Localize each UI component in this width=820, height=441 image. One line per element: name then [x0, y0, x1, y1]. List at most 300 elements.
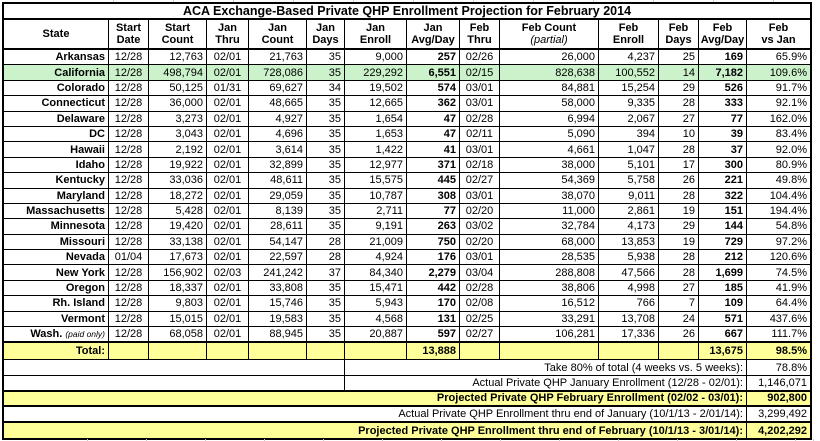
jan_avg-cell: 597 [407, 327, 460, 341]
footer-row-1 [4, 360, 810, 376]
start_count-cell: 50,125 [149, 81, 207, 95]
jan_enroll-cell: 20,887 [345, 327, 407, 341]
jan_avg-cell: 131 [407, 312, 460, 326]
feb_thru-cell: 03/01 [460, 96, 500, 110]
state-name: New York [55, 266, 105, 279]
feb_enroll-cell: 13,708 [599, 312, 659, 326]
feb_vs_jan-cell: 162.0% [769, 112, 807, 125]
start_count-cell: 36,000 [149, 96, 207, 110]
feb_avg-cell: 667 [699, 327, 747, 341]
feb_count-cell: 58,000 [500, 96, 599, 110]
footer-empty-cell [4, 376, 345, 390]
total-jan_enroll-cell [345, 343, 407, 359]
jan_enroll-cell: 9,000 [345, 50, 407, 64]
jan_days-cell: 34 [307, 81, 345, 95]
jan_days-cell: 35 [307, 127, 345, 141]
title-row [4, 4, 810, 20]
jan_days-cell: 35 [307, 65, 345, 79]
feb_count-cell: 6,994 [500, 112, 599, 126]
jan_thru-cell: 02/01 [207, 142, 249, 156]
jan_count-cell: 33,808 [249, 281, 307, 295]
total-jan_thru-cell [207, 343, 249, 359]
jan_thru-cell: 02/01 [207, 235, 249, 249]
start_date-cell: 12/28 [109, 112, 149, 126]
feb_count-cell: 288,808 [500, 265, 599, 279]
feb_thru-cell: 02/28 [460, 281, 500, 295]
state-name: Colorado [56, 81, 105, 94]
jan_enroll-cell: 1,654 [345, 112, 407, 126]
total-feb_enroll-cell [599, 343, 659, 359]
start_count-cell: 33,036 [149, 173, 207, 187]
jan_count-cell: 15,746 [249, 296, 307, 310]
footer-empty-cell [4, 360, 345, 375]
jan_days-cell: 28 [307, 235, 345, 249]
row-rh-island [4, 296, 810, 311]
feb_thru-cell: 02/27 [460, 327, 500, 341]
start_count-cell: 19,420 [149, 219, 207, 233]
start_count-cell: 18,272 [149, 189, 207, 203]
jan_thru-cell: 02/01 [207, 204, 249, 218]
column-header-feb_thru-line1: Feb [469, 21, 490, 34]
feb_enroll-cell: 1,047 [599, 142, 659, 156]
column-header-feb_thru [460, 20, 500, 48]
jan_thru-cell: 02/01 [207, 296, 249, 310]
state-name: Arkansas [55, 51, 105, 64]
jan_enroll-cell: 2,711 [345, 204, 407, 218]
column-header-jan_days-line2: Days [312, 34, 339, 46]
state-cell [4, 250, 109, 264]
jan_enroll-cell: 1,422 [345, 142, 407, 156]
total-jan_avg-cell: 13,888 [407, 343, 460, 359]
jan_count-cell: 29,059 [249, 189, 307, 203]
start_date-cell: 01/04 [109, 250, 149, 264]
column-header-feb_count-line2: (partial) [530, 34, 568, 46]
start_date-cell: 12/28 [109, 189, 149, 203]
state-name: Delaware [56, 112, 105, 125]
jan_count-cell: 3,614 [249, 142, 307, 156]
column-header-feb_avg-line2: Avg/Day [700, 34, 745, 46]
start_count-cell: 18,337 [149, 281, 207, 295]
feb_vs_jan-cell: 109.6% [769, 66, 807, 79]
state-cell [4, 127, 109, 141]
start_count-cell: 3,273 [149, 112, 207, 126]
feb_thru-cell: 02/15 [460, 65, 500, 79]
feb_count-cell: 38,070 [500, 189, 599, 203]
jan_thru-cell: 02/01 [207, 250, 249, 264]
feb_avg-cell: 729 [699, 235, 747, 249]
column-header-jan_avg [407, 20, 460, 48]
feb_avg-cell: 212 [699, 250, 747, 264]
start_date-cell: 12/28 [109, 312, 149, 326]
total-row [4, 343, 810, 360]
feb_thru-cell: 02/20 [460, 235, 500, 249]
jan_enroll-cell: 84,340 [345, 265, 407, 279]
feb_count-cell: 28,535 [500, 250, 599, 264]
state-name: Missouri [59, 235, 105, 248]
jan_enroll-cell: 12,665 [345, 96, 407, 110]
start_date-cell: 12/28 [109, 219, 149, 233]
state-name: Wash. [30, 328, 63, 341]
jan_days-cell: 35 [307, 204, 345, 218]
column-header-feb_thru-line2: Thru [467, 34, 492, 46]
gridline-stub [593, 0, 594, 2]
feb_avg-cell: 151 [699, 204, 747, 218]
state-cell [4, 327, 109, 341]
jan_avg-cell: 77 [407, 204, 460, 218]
feb_enroll-cell: 9,335 [599, 96, 659, 110]
feb_days-cell: 28 [659, 189, 699, 203]
feb_count-cell: 38,000 [500, 158, 599, 172]
jan_count-cell: 728,086 [249, 65, 307, 79]
jan_avg-cell: 445 [407, 173, 460, 187]
jan_enroll-cell: 15,575 [345, 173, 407, 187]
jan_days-cell: 35 [307, 281, 345, 295]
jan_count-cell: 4,696 [249, 127, 307, 141]
jan_avg-cell: 574 [407, 81, 460, 95]
row-hawaii [4, 142, 810, 157]
column-header-jan_days-line1: Jan [316, 21, 335, 34]
state-cell [4, 142, 109, 156]
column-header-jan_thru [207, 20, 249, 48]
column-header-jan_count [249, 20, 307, 48]
total-jan_count-cell [249, 343, 307, 359]
jan_count-cell: 54,147 [249, 235, 307, 249]
total-feb_thru-cell [460, 343, 500, 359]
jan_thru-cell: 02/01 [207, 312, 249, 326]
feb_days-cell: 10 [659, 127, 699, 141]
jan_enroll-cell: 21,009 [345, 235, 407, 249]
feb_vs_jan-cell: 83.4% [775, 128, 807, 141]
jan_days-cell: 35 [307, 189, 345, 203]
footer-row-3 [4, 392, 810, 408]
jan_count-cell: 19,583 [249, 312, 307, 326]
enrollment-table [2, 2, 812, 440]
feb_enroll-cell: 4,998 [599, 281, 659, 295]
state-name: Hawaii [70, 143, 105, 156]
jan_thru-cell: 02/01 [207, 219, 249, 233]
jan_count-cell: 22,597 [249, 250, 307, 264]
state-name: Massachusetts [26, 205, 105, 218]
feb_avg-cell: 322 [699, 189, 747, 203]
feb_thru-cell: 03/02 [460, 219, 500, 233]
jan_enroll-cell: 10,787 [345, 189, 407, 203]
column-header-jan_avg-line1: Jan [423, 21, 443, 34]
feb_enroll-cell: 13,853 [599, 235, 659, 249]
total-state-cell: Total: [4, 343, 109, 359]
feb_thru-cell: 03/01 [460, 250, 500, 264]
jan_days-cell: 35 [307, 158, 345, 172]
state-name: Nevada [65, 251, 105, 264]
jan_avg-cell: 362 [407, 96, 460, 110]
jan_enroll-cell: 9,191 [345, 219, 407, 233]
jan_avg-cell: 41 [407, 142, 460, 156]
state-cell [4, 173, 109, 187]
jan_avg-cell: 6,551 [407, 65, 460, 79]
state-cell [4, 158, 109, 172]
column-header-feb_enroll [599, 20, 659, 48]
state-name: Maryland [56, 189, 105, 202]
jan_avg-cell: 47 [407, 112, 460, 126]
gridline-stub [533, 0, 534, 2]
jan_avg-cell: 371 [407, 158, 460, 172]
row-delaware [4, 112, 810, 127]
feb_count-cell: 5,090 [500, 127, 599, 141]
row-colorado [4, 81, 810, 96]
state-cell [4, 50, 109, 64]
feb_avg-cell: 1,699 [699, 265, 747, 279]
jan_thru-cell: 02/01 [207, 96, 249, 110]
state-cell [4, 235, 109, 249]
feb_avg-cell: 7,182 [699, 65, 747, 79]
start_count-cell: 12,763 [149, 50, 207, 64]
jan_thru-cell: 02/01 [207, 173, 249, 187]
start_date-cell: 12/28 [109, 50, 149, 64]
feb_count-cell: 54,369 [500, 173, 599, 187]
start_date-cell: 12/28 [109, 173, 149, 187]
column-header-feb_enroll-line1: Feb [618, 21, 639, 34]
column-header-feb_enroll-line2: Enroll [612, 34, 645, 46]
row-massachusetts [4, 204, 810, 219]
column-header-start_count-line2: Count [161, 34, 194, 46]
feb_days-cell: 25 [659, 50, 699, 64]
jan_count-cell: 241,242 [249, 265, 307, 279]
feb_days-cell: 27 [659, 112, 699, 126]
start_date-cell: 12/28 [109, 142, 149, 156]
feb_days-cell: 19 [659, 204, 699, 218]
column-header-state [4, 20, 109, 48]
feb_enroll-cell: 4,237 [599, 50, 659, 64]
feb_avg-cell: 169 [699, 50, 747, 64]
feb_vs_jan-cell: 54.8% [775, 220, 807, 233]
column-header-start_date [109, 20, 149, 48]
feb_days-cell: 28 [659, 265, 699, 279]
jan_enroll-cell: 1,653 [345, 127, 407, 141]
state-name: Kentucky [55, 174, 105, 187]
feb_days-cell: 28 [659, 142, 699, 156]
state-note: (paid only) [65, 329, 105, 340]
jan_count-cell: 48,665 [249, 96, 307, 110]
state-cell [4, 112, 109, 126]
feb_days-cell: 29 [659, 81, 699, 95]
footer-row-2 [4, 376, 810, 392]
footer-label: Projected Private QHP February Enrollment (02/02 - 03/01): [4, 392, 747, 406]
state-cell [4, 265, 109, 279]
total-feb_avg-cell: 13,675 [699, 343, 747, 359]
feb_days-cell: 29 [659, 219, 699, 233]
column-header-feb_days-line1: Feb [668, 21, 689, 34]
column-header-feb_days-line2: Days [665, 34, 692, 46]
state-name: DC [89, 128, 105, 141]
gridline-stub [293, 0, 294, 2]
footer-label: Projected Private QHP Enrollment thru end of February (10/1/13 - 3/01/14): [4, 423, 747, 439]
column-header-jan_count-line2: Count [261, 34, 294, 46]
feb_count-cell: 16,512 [500, 296, 599, 310]
column-header-feb_days [659, 20, 699, 48]
state-name: Rh. Island [52, 297, 105, 310]
column-header-start_count [149, 20, 207, 48]
row-new-york [4, 265, 810, 280]
column-header-jan_thru-line2: Thru [215, 34, 240, 46]
footer-label: Take 80% of total (4 weeks vs. 5 weeks): [345, 360, 747, 375]
jan_count-cell: 32,899 [249, 158, 307, 172]
footer-value: 3,299,492 [758, 408, 807, 420]
jan_avg-cell: 176 [407, 250, 460, 264]
jan_avg-cell: 170 [407, 296, 460, 310]
gridline-stub [773, 0, 774, 2]
feb_thru-cell: 02/26 [460, 50, 500, 64]
footer-value: 4,202,292 [758, 424, 807, 437]
column-header-jan_enroll [345, 20, 407, 48]
feb_days-cell: 26 [659, 173, 699, 187]
column-header-jan_avg-line2: Avg/Day [411, 34, 455, 46]
start_date-cell: 12/28 [109, 296, 149, 310]
feb_thru-cell: 02/25 [460, 312, 500, 326]
column-header-feb_count [500, 20, 599, 48]
gridline-stub [413, 0, 414, 2]
total-jan_days-cell [307, 343, 345, 359]
column-header-feb_avg [699, 20, 747, 48]
jan_days-cell: 37 [307, 265, 345, 279]
column-header-feb_avg-line1: Feb [712, 21, 733, 34]
jan_days-cell: 35 [307, 50, 345, 64]
jan_days-cell: 28 [307, 250, 345, 264]
start_count-cell: 156,902 [149, 265, 207, 279]
start_count-cell: 9,803 [149, 296, 207, 310]
feb_vs_jan-cell: 74.5% [775, 266, 807, 279]
start_date-cell: 12/28 [109, 158, 149, 172]
jan_days-cell: 35 [307, 173, 345, 187]
column-header-feb_vs_jan-line1: Feb [768, 21, 789, 34]
state-name: Minnesota [50, 220, 105, 233]
feb_days-cell: 28 [659, 250, 699, 264]
feb_thru-cell: 03/01 [460, 189, 500, 203]
feb_count-cell: 33,291 [500, 312, 599, 326]
column-header-feb_vs_jan-line2: vs Jan [761, 34, 796, 46]
jan_days-cell: 35 [307, 142, 345, 156]
jan_thru-cell: 02/01 [207, 112, 249, 126]
state-cell [4, 281, 109, 295]
feb_enroll-cell: 5,938 [599, 250, 659, 264]
feb_enroll-cell: 5,101 [599, 158, 659, 172]
start_date-cell: 12/28 [109, 265, 149, 279]
start_count-cell: 5,428 [149, 204, 207, 218]
feb_enroll-cell: 5,758 [599, 173, 659, 187]
state-cell [4, 204, 109, 218]
jan_thru-cell: 02/01 [207, 158, 249, 172]
state-cell [4, 65, 109, 79]
feb_thru-cell: 02/28 [460, 112, 500, 126]
state-name: Oregon [65, 282, 105, 295]
jan_enroll-cell: 229,292 [345, 65, 407, 79]
row-vermont [4, 312, 810, 327]
jan_count-cell: 4,927 [249, 112, 307, 126]
feb_enroll-cell: 394 [599, 127, 659, 141]
start_date-cell: 12/28 [109, 96, 149, 110]
feb_thru-cell: 02/27 [460, 173, 500, 187]
feb_count-cell: 106,281 [500, 327, 599, 341]
state-cell [4, 296, 109, 310]
row-kentucky [4, 173, 810, 188]
feb_vs_jan-cell: 194.4% [769, 205, 807, 218]
state-cell [4, 96, 109, 110]
feb_avg-cell: 571 [699, 312, 747, 326]
jan_enroll-cell: 12,977 [345, 158, 407, 172]
feb_thru-cell: 02/20 [460, 204, 500, 218]
jan_avg-cell: 750 [407, 235, 460, 249]
jan_enroll-cell: 19,502 [345, 81, 407, 95]
feb_thru-cell: 02/08 [460, 296, 500, 310]
feb_vs_jan-cell: 64.4% [775, 297, 807, 310]
jan_count-cell: 88,945 [249, 327, 307, 341]
start_count-cell: 3,043 [149, 127, 207, 141]
feb_days-cell: 7 [659, 296, 699, 310]
feb_vs_jan-cell: 437.6% [769, 312, 807, 325]
column-header-jan_enroll-line2: Enroll [359, 34, 392, 46]
feb_avg-cell: 221 [699, 173, 747, 187]
gridline-stub [353, 0, 354, 2]
row-connecticut [4, 96, 810, 111]
footer-value: 902,800 [767, 392, 807, 405]
jan_avg-cell: 308 [407, 189, 460, 203]
start_count-cell: 15,015 [149, 312, 207, 326]
column-header-jan_enroll-line1: Jan [366, 21, 385, 34]
feb_count-cell: 11,000 [500, 204, 599, 218]
feb_avg-cell: 39 [699, 127, 747, 141]
row-nevada [4, 250, 810, 265]
feb_enroll-cell: 9,011 [599, 189, 659, 203]
feb_days-cell: 28 [659, 96, 699, 110]
total-feb_vs_jan-cell: 98.5% [775, 345, 807, 358]
feb_count-cell: 68,000 [500, 235, 599, 249]
state-name: Idaho [75, 158, 105, 171]
start_date-cell: 12/28 [109, 81, 149, 95]
feb_vs_jan-cell: 92.1% [775, 97, 807, 110]
jan_days-cell: 35 [307, 327, 345, 341]
feb_thru-cell: 03/01 [460, 81, 500, 95]
state-cell [4, 219, 109, 233]
column-header-jan_days [307, 20, 345, 48]
feb_enroll-cell: 766 [599, 296, 659, 310]
start_count-cell: 19,922 [149, 158, 207, 172]
state-name: California [54, 66, 105, 79]
feb_vs_jan-cell: 91.7% [775, 81, 807, 94]
start_date-cell: 12/28 [109, 204, 149, 218]
row-missouri [4, 235, 810, 250]
feb_thru-cell: 03/04 [460, 265, 500, 279]
feb_count-cell: 828,638 [500, 65, 599, 79]
jan_enroll-cell: 4,924 [345, 250, 407, 264]
feb_vs_jan-cell: 80.9% [775, 158, 807, 171]
feb_days-cell: 24 [659, 312, 699, 326]
total-start_date-cell [109, 343, 149, 359]
jan_thru-cell: 02/01 [207, 50, 249, 64]
jan_days-cell: 35 [307, 296, 345, 310]
feb_avg-cell: 300 [699, 158, 747, 172]
feb_count-cell: 38,806 [500, 281, 599, 295]
total-start_count-cell [149, 343, 207, 359]
jan_count-cell: 69,627 [249, 81, 307, 95]
total-feb_days-cell [659, 343, 699, 359]
feb_thru-cell: 03/01 [460, 142, 500, 156]
feb_thru-cell: 02/18 [460, 158, 500, 172]
feb_enroll-cell: 2,067 [599, 112, 659, 126]
column-header-jan_count-line1: Jan [268, 21, 287, 34]
row-idaho [4, 158, 810, 173]
feb_vs_jan-cell: 120.6% [769, 251, 807, 264]
row-arkansas [4, 50, 810, 65]
gridline-stub [473, 0, 474, 2]
total-feb_count-cell [500, 343, 599, 359]
